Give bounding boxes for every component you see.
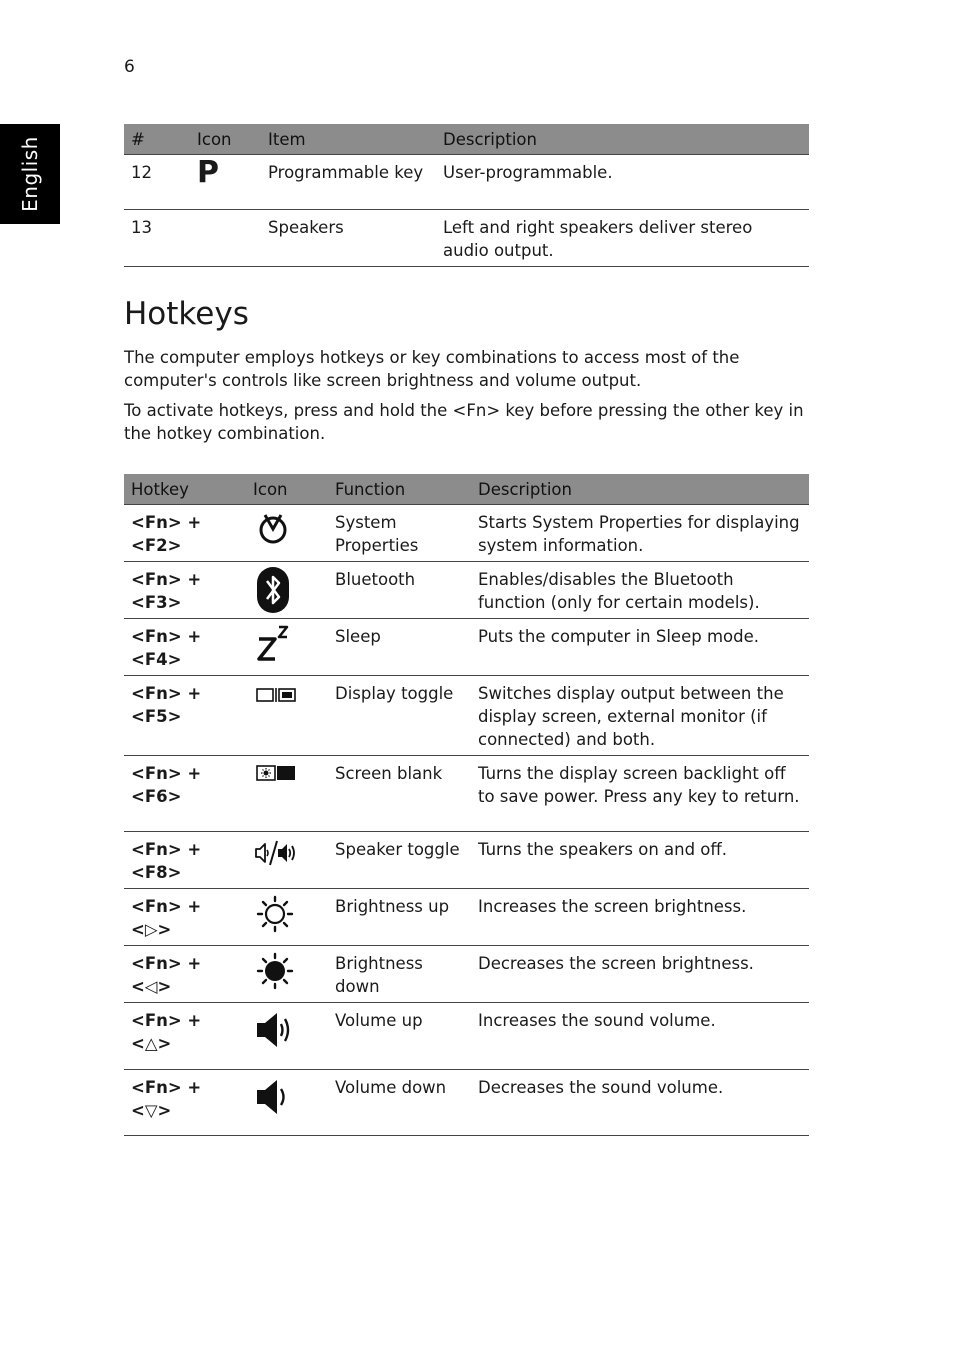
screen-blank-icon	[253, 760, 297, 786]
row-description: Switches display output between the display screen, external monitor (if connected) and both.	[471, 676, 809, 756]
header-item: Item	[261, 124, 436, 155]
row-description: Turns the display screen backlight off to save power. Press any key to return.	[471, 756, 809, 832]
row-hotkey: <Fn> + <▽>	[124, 1070, 246, 1136]
row-hotkey: <Fn> + <F3>	[124, 562, 246, 619]
row-icon	[190, 155, 261, 210]
sleep-icon	[253, 623, 293, 663]
display-toggle-icon	[253, 680, 297, 710]
table-row	[124, 562, 809, 619]
row-hotkey: <Fn> + <F2>	[124, 505, 246, 562]
table-row	[124, 155, 809, 210]
row-description: Decreases the screen brightness.	[471, 946, 809, 1003]
row-function: Volume up	[328, 1003, 471, 1070]
section-title: Hotkeys	[124, 296, 249, 332]
row-number: 13	[124, 210, 190, 267]
row-number: 12	[124, 155, 190, 210]
table-row	[124, 756, 809, 832]
row-function: Screen blank	[328, 756, 471, 832]
brightness-up-icon	[253, 893, 297, 935]
table-row	[124, 1003, 809, 1070]
row-icon	[246, 889, 328, 946]
row-icon	[246, 1070, 328, 1136]
row-description: Increases the screen brightness.	[471, 889, 809, 946]
volume-up-icon	[253, 1007, 297, 1053]
page-number: 6	[124, 57, 135, 77]
row-hotkey: <Fn> + <△>	[124, 1003, 246, 1070]
activation-text-after: key before pressing the other key in the hotkey combination.	[124, 401, 804, 443]
row-item: Programmable key	[261, 155, 436, 210]
row-item: Speakers	[261, 210, 436, 267]
row-icon	[246, 562, 328, 619]
row-description: Turns the speakers on and off.	[471, 832, 809, 889]
intro-paragraph: The computer employs hotkeys or key combinations to access most of the computer's controls like screen brightness and volume output.	[124, 348, 740, 390]
row-icon	[190, 210, 261, 267]
row-description: Decreases the sound volume.	[471, 1070, 809, 1136]
system-properties-icon	[253, 509, 293, 547]
header-hotkey: Hotkey	[124, 474, 246, 505]
row-icon	[246, 832, 328, 889]
row-function: Volume down	[328, 1070, 471, 1136]
table-row	[124, 676, 809, 756]
row-hotkey: <Fn> + <◁>	[124, 946, 246, 1003]
row-icon	[246, 676, 328, 756]
fn-key-label: <Fn>	[452, 401, 501, 420]
hotkeys-table	[124, 474, 809, 1136]
language-tab-label: English	[18, 136, 42, 212]
table-row	[124, 1070, 809, 1136]
table-row	[124, 210, 809, 267]
header-description: Description	[471, 474, 809, 505]
row-hotkey: <Fn> + <F5>	[124, 676, 246, 756]
row-description: Puts the computer in Sleep mode.	[471, 619, 809, 676]
items-table	[124, 124, 809, 267]
items-table-header	[124, 124, 809, 155]
row-description: User-programmable.	[436, 155, 809, 210]
row-description: Starts System Properties for displaying system information.	[471, 505, 809, 562]
table-row	[124, 889, 809, 946]
row-function: Bluetooth	[328, 562, 471, 619]
volume-down-icon	[253, 1074, 297, 1120]
header-icon: Icon	[190, 124, 261, 155]
table-row	[124, 832, 809, 889]
row-function: Display toggle	[328, 676, 471, 756]
row-icon	[246, 756, 328, 832]
row-icon	[246, 946, 328, 1003]
table-row	[124, 505, 809, 562]
header-number: #	[124, 124, 190, 155]
row-function: System Properties	[328, 505, 471, 562]
hotkeys-table-header	[124, 474, 809, 505]
row-hotkey: <Fn> + <F6>	[124, 756, 246, 832]
brightness-down-icon	[253, 950, 297, 992]
language-tab	[0, 124, 60, 224]
row-icon	[246, 505, 328, 562]
activation-paragraph	[124, 399, 814, 445]
p-key-icon: P	[197, 155, 219, 190]
row-function: Sleep	[328, 619, 471, 676]
row-description: Left and right speakers deliver stereo audio output.	[436, 210, 809, 267]
row-description: Increases the sound volume.	[471, 1003, 809, 1070]
table-row	[124, 946, 809, 1003]
row-icon	[246, 619, 328, 676]
row-icon	[246, 1003, 328, 1070]
bluetooth-icon	[253, 566, 293, 614]
activation-text-before: To activate hotkeys, press and hold the	[124, 401, 453, 420]
table-row	[124, 619, 809, 676]
row-function: Brightness down	[328, 946, 471, 1003]
row-hotkey: <Fn> + <▷>	[124, 889, 246, 946]
row-hotkey: <Fn> + <F8>	[124, 832, 246, 889]
row-function: Speaker toggle	[328, 832, 471, 889]
speaker-toggle-icon	[253, 836, 299, 870]
row-description: Enables/disables the Bluetooth function (only for certain models).	[471, 562, 809, 619]
header-description: Description	[436, 124, 809, 155]
row-hotkey: <Fn> + <F4>	[124, 619, 246, 676]
header-function: Function	[328, 474, 471, 505]
row-function: Brightness up	[328, 889, 471, 946]
header-icon: Icon	[246, 474, 328, 505]
